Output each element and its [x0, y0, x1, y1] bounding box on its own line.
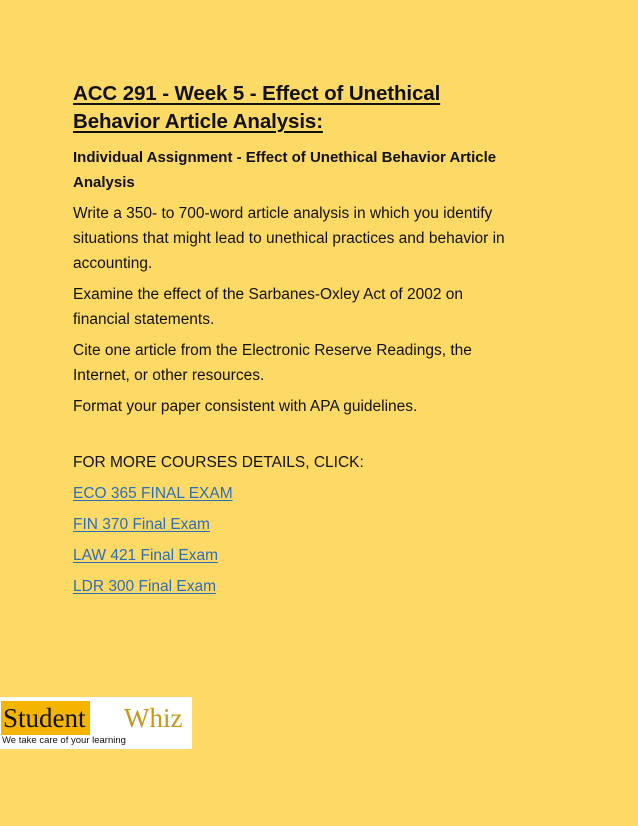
paragraph-cite-article: [73, 338, 573, 388]
paragraph-apa-format: [73, 394, 573, 419]
link-fin-370-final-exam[interactable]: FIN 370 Final Exam: [73, 516, 210, 533]
logo-wordmark: [0, 697, 192, 737]
logo-word-student: Student: [1, 701, 90, 735]
document-body: [73, 80, 573, 605]
paragraph-line: Examine the effect of the Sarbanes-Oxley Act of 2002 on: [73, 286, 464, 303]
paragraph-article-analysis: [73, 201, 573, 276]
paragraph-line: financial statements.: [73, 311, 215, 328]
title-line-1: ACC 291 - Week 5 - Effect of Unethical: [73, 82, 441, 105]
paragraph-sarbanes-oxley: [73, 282, 573, 332]
link-law-421-final-exam[interactable]: LAW 421 Final Exam: [73, 547, 219, 564]
logo-tagline: We take care of your learning: [2, 735, 126, 746]
logo-word-whiz: Whiz: [124, 703, 183, 733]
assignment-subtitle: [73, 145, 573, 195]
paragraph-line: Write a 350- to 700-word article analysis in which you identify: [73, 205, 493, 222]
more-courses-label: FOR MORE COURSES DETAILS, CLICK:: [73, 454, 364, 471]
spacer: [73, 425, 573, 450]
subtitle-line-1: Individual Assignment - Effect of Unethical Behavior Article: [73, 149, 497, 166]
paragraph-line: Internet, or other resources.: [73, 367, 265, 384]
student-whiz-logo: [0, 697, 192, 749]
document-title: [73, 80, 573, 136]
paragraph-line: situations that might lead to unethical practices and behavior in: [73, 230, 505, 247]
link-eco-365-final-exam[interactable]: ECO 365 FINAL EXAM: [73, 485, 233, 502]
paragraph-line: accounting.: [73, 255, 153, 272]
paragraph-line: Format your paper consistent with APA guidelines.: [73, 398, 418, 415]
link-ldr-300-final-exam[interactable]: LDR 300 Final Exam: [73, 578, 217, 595]
title-line-2: Behavior Article Analysis:: [73, 110, 323, 133]
subtitle-line-2: Analysis: [73, 174, 135, 191]
paragraph-line: Cite one article from the Electronic Reserve Readings, the: [73, 342, 472, 359]
